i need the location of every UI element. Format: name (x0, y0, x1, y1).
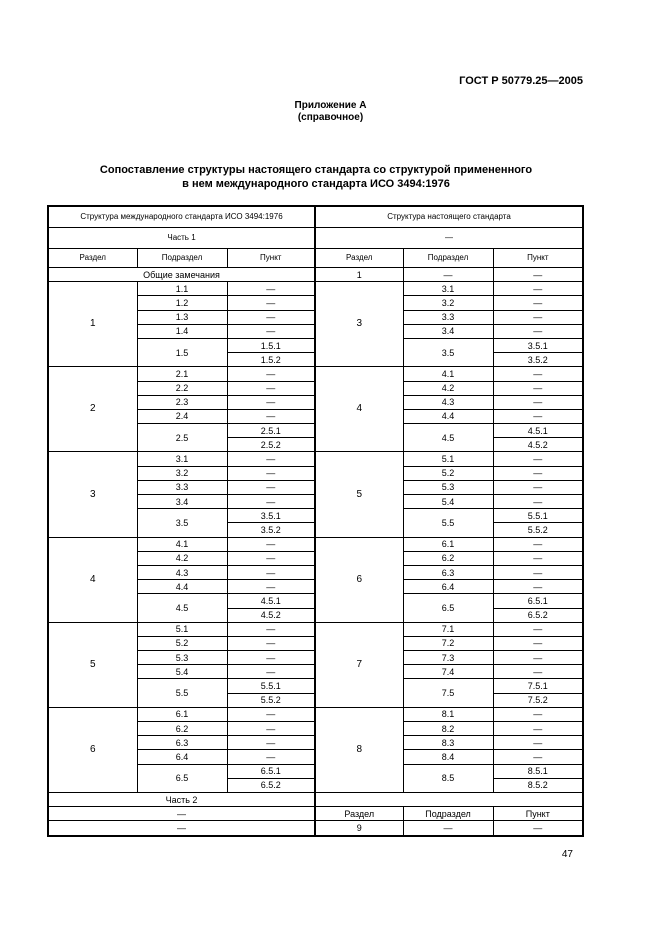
right-punkt-cell: — (493, 750, 583, 764)
right-punkt-cell: 3.5.2 (493, 353, 583, 367)
right-podrazdel-cell: 6.3 (403, 565, 493, 579)
left-podrazdel-cell: 3.5 (137, 509, 227, 537)
left-podrazdel-cell: 4.3 (137, 565, 227, 579)
left-podrazdel-cell: 6.4 (137, 750, 227, 764)
right-podrazdel-cell: 6.5 (403, 594, 493, 622)
right-podrazdel-cell: 3.2 (403, 296, 493, 310)
left-razdel-cell: 4 (48, 537, 137, 622)
part2-section (48, 792, 583, 835)
part1-right-dash: — (315, 228, 583, 249)
right-punkt-cell: — (493, 707, 583, 721)
part2-header-podrazdel: Подраздел (403, 807, 493, 821)
left-punkt-cell: — (227, 381, 315, 395)
right-punkt-cell: — (493, 282, 583, 296)
right-punkt-cell: 4.5.1 (493, 424, 583, 438)
right-podrazdel-cell: 8.4 (403, 750, 493, 764)
left-podrazdel-cell: 5.5 (137, 679, 227, 707)
right-podrazdel-cell: 8.1 (403, 707, 493, 721)
right-punkt-cell: 8.5.1 (493, 764, 583, 778)
left-punkt-cell: — (227, 580, 315, 594)
right-podrazdel-cell: 4.4 (403, 409, 493, 423)
right-punkt-cell: 6.5.2 (493, 608, 583, 622)
part2-left-dash-2: — (48, 821, 315, 836)
column-header-row (48, 249, 583, 268)
left-podrazdel-cell: 6.1 (137, 707, 227, 721)
part2-label: Часть 2 (48, 792, 315, 806)
left-punkt-cell: 4.5.2 (227, 608, 315, 622)
right-podrazdel-cell: 4.3 (403, 395, 493, 409)
right-punkt-cell: — (493, 480, 583, 494)
left-podrazdel-cell: 4.5 (137, 594, 227, 622)
right-podrazdel-cell: 8.2 (403, 722, 493, 736)
left-razdel-cell: 1 (48, 282, 137, 367)
right-punkt-cell: — (493, 409, 583, 423)
table-row (48, 537, 583, 551)
right-razdel-cell: 4 (315, 367, 403, 452)
left-razdel-cell: 3 (48, 452, 137, 537)
left-punkt-cell: — (227, 537, 315, 551)
right-podrazdel-cell: 5.1 (403, 452, 493, 466)
left-podrazdel-cell: 6.5 (137, 764, 227, 792)
part2-header-punkt: Пункт (493, 807, 583, 821)
part2-left-dash: — (48, 807, 315, 821)
right-punkt-cell: — (493, 551, 583, 565)
table-groups (48, 282, 583, 793)
right-punkt-cell: — (493, 324, 583, 338)
right-punkt-cell: — (493, 296, 583, 310)
part2-header-razdel: Раздел (315, 807, 403, 821)
right-punkt-cell: 5.5.2 (493, 523, 583, 537)
part2-label-row (48, 792, 583, 806)
left-podrazdel-cell: 3.2 (137, 466, 227, 480)
right-structure-title: Структура настоящего стандарта (315, 206, 583, 228)
left-punkt-cell: — (227, 480, 315, 494)
right-podrazdel-cell: 3.1 (403, 282, 493, 296)
left-punkt-cell: 2.5.2 (227, 438, 315, 452)
left-punkt-cell: — (227, 495, 315, 509)
right-podrazdel-cell: 7.4 (403, 665, 493, 679)
right-punkt-cell: — (493, 722, 583, 736)
appendix-type: (справочное) (297, 112, 364, 123)
left-structure-title: Структура международного стандарта ИСО 3494:1976 (48, 206, 315, 228)
right-punkt-cell: — (493, 736, 583, 750)
left-punkt-cell: — (227, 452, 315, 466)
left-punkt-cell: — (227, 722, 315, 736)
right-podrazdel-cell: 5.3 (403, 480, 493, 494)
left-punkt-cell: 6.5.1 (227, 764, 315, 778)
general-remarks-row (48, 268, 583, 282)
col-header-razdel-right: Раздел (315, 249, 403, 268)
right-punkt-cell: — (493, 580, 583, 594)
left-podrazdel-cell: 5.1 (137, 622, 227, 636)
left-punkt-cell: — (227, 395, 315, 409)
right-podrazdel-cell: 5.5 (403, 509, 493, 537)
left-razdel-cell: 6 (48, 707, 137, 792)
left-podrazdel-cell: 1.2 (137, 296, 227, 310)
right-punkt-cell: — (493, 651, 583, 665)
left-podrazdel-cell: 5.2 (137, 636, 227, 650)
left-podrazdel-cell: 2.3 (137, 395, 227, 409)
left-punkt-cell: 1.5.2 (227, 353, 315, 367)
left-punkt-cell: 6.5.2 (227, 778, 315, 792)
table-row (48, 452, 583, 466)
left-podrazdel-cell: 3.4 (137, 495, 227, 509)
left-punkt-cell: — (227, 736, 315, 750)
right-razdel-cell: 5 (315, 452, 403, 537)
left-punkt-cell: — (227, 367, 315, 381)
part2-value-row (48, 821, 583, 836)
right-punkt-cell: 7.5.2 (493, 693, 583, 707)
left-punkt-cell: — (227, 296, 315, 310)
right-podrazdel-cell: 4.1 (403, 367, 493, 381)
left-punkt-cell: — (227, 466, 315, 480)
right-punkt-cell: — (493, 495, 583, 509)
left-punkt-cell: — (227, 750, 315, 764)
left-punkt-cell: — (227, 565, 315, 579)
right-punkt-cell: — (493, 636, 583, 650)
part2-right-empty (315, 792, 583, 806)
document-code: ГОСТ Р 50779.25—2005 (459, 75, 583, 87)
right-podrazdel-cell: 6.1 (403, 537, 493, 551)
right-razdel-cell: 6 (315, 537, 403, 622)
table-row (48, 282, 583, 296)
page-number: 47 (561, 849, 573, 860)
right-punkt-cell: 6.5.1 (493, 594, 583, 608)
part1-row (48, 228, 583, 249)
left-punkt-cell: 5.5.2 (227, 693, 315, 707)
left-podrazdel-cell: 2.4 (137, 409, 227, 423)
table-body (48, 206, 583, 282)
left-punkt-cell: — (227, 651, 315, 665)
right-podrazdel-cell: 5.2 (403, 466, 493, 480)
general-remarks-podrazdel: — (403, 268, 493, 282)
table-row (48, 367, 583, 381)
left-punkt-cell: — (227, 551, 315, 565)
right-razdel-cell: 3 (315, 282, 403, 367)
table-row (48, 707, 583, 721)
left-punkt-cell: — (227, 622, 315, 636)
left-podrazdel-cell: 1.3 (137, 310, 227, 324)
part2-header-row (48, 807, 583, 821)
right-punkt-cell: — (493, 622, 583, 636)
left-podrazdel-cell: 6.2 (137, 722, 227, 736)
col-header-podrazdel-right: Подраздел (403, 249, 493, 268)
right-podrazdel-cell: 4.2 (403, 381, 493, 395)
right-podrazdel-cell: 7.1 (403, 622, 493, 636)
right-punkt-cell: — (493, 665, 583, 679)
right-punkt-cell: — (493, 452, 583, 466)
col-header-podrazdel: Подраздел (137, 249, 227, 268)
left-podrazdel-cell: 4.4 (137, 580, 227, 594)
title-line-2: в нем международного стандарта ИСО 3494:1976 (182, 178, 450, 190)
left-podrazdel-cell: 2.2 (137, 381, 227, 395)
general-remarks-razdel: 1 (315, 268, 403, 282)
title-line-1: Сопоставление структуры настоящего стандарта со структурой примененного (99, 164, 533, 176)
left-punkt-cell: 1.5.1 (227, 338, 315, 352)
col-header-punkt: Пункт (227, 249, 315, 268)
left-podrazdel-cell: 2.1 (137, 367, 227, 381)
col-header-punkt-right: Пункт (493, 249, 583, 268)
right-punkt-cell: — (493, 537, 583, 551)
left-podrazdel-cell: 5.3 (137, 651, 227, 665)
right-punkt-cell: — (493, 367, 583, 381)
part2-value-punkt: — (493, 821, 583, 836)
left-podrazdel-cell: 4.2 (137, 551, 227, 565)
table-title-row (48, 206, 583, 228)
right-punkt-cell: — (493, 310, 583, 324)
part1-label: Часть 1 (48, 228, 315, 249)
left-punkt-cell: — (227, 310, 315, 324)
left-podrazdel-cell: 6.3 (137, 736, 227, 750)
right-podrazdel-cell: 7.3 (403, 651, 493, 665)
right-punkt-cell: 5.5.1 (493, 509, 583, 523)
left-punkt-cell: 2.5.1 (227, 424, 315, 438)
left-podrazdel-cell: 2.5 (137, 424, 227, 452)
right-punkt-cell: 3.5.1 (493, 338, 583, 352)
left-punkt-cell: — (227, 282, 315, 296)
right-podrazdel-cell: 3.4 (403, 324, 493, 338)
part2-value-razdel: 9 (315, 821, 403, 836)
right-punkt-cell: 7.5.1 (493, 679, 583, 693)
right-punkt-cell: 4.5.2 (493, 438, 583, 452)
appendix-heading (0, 100, 661, 124)
right-punkt-cell: — (493, 381, 583, 395)
left-punkt-cell: — (227, 707, 315, 721)
right-podrazdel-cell: 5.4 (403, 495, 493, 509)
part2-value-podrazdel: — (403, 821, 493, 836)
right-podrazdel-cell: 4.5 (403, 424, 493, 452)
left-punkt-cell: 4.5.1 (227, 594, 315, 608)
structure-comparison-table (47, 205, 584, 837)
left-podrazdel-cell: 1.5 (137, 338, 227, 366)
col-header-razdel: Раздел (48, 249, 137, 268)
general-remarks-punkt: — (493, 268, 583, 282)
left-razdel-cell: 2 (48, 367, 137, 452)
appendix-label: Приложение А (294, 100, 367, 111)
right-podrazdel-cell: 3.3 (403, 310, 493, 324)
left-punkt-cell: 5.5.1 (227, 679, 315, 693)
right-punkt-cell: — (493, 395, 583, 409)
left-podrazdel-cell: 4.1 (137, 537, 227, 551)
table-row (48, 622, 583, 636)
left-punkt-cell: — (227, 665, 315, 679)
left-punkt-cell: 3.5.2 (227, 523, 315, 537)
left-punkt-cell: — (227, 409, 315, 423)
right-podrazdel-cell: 6.2 (403, 551, 493, 565)
right-podrazdel-cell: 7.2 (403, 636, 493, 650)
left-punkt-cell: — (227, 636, 315, 650)
left-punkt-cell: — (227, 324, 315, 338)
right-podrazdel-cell: 3.5 (403, 338, 493, 366)
right-punkt-cell: 8.5.2 (493, 778, 583, 792)
right-punkt-cell: — (493, 466, 583, 480)
left-punkt-cell: 3.5.1 (227, 509, 315, 523)
left-podrazdel-cell: 1.1 (137, 282, 227, 296)
right-razdel-cell: 8 (315, 707, 403, 792)
right-podrazdel-cell: 8.5 (403, 764, 493, 792)
left-podrazdel-cell: 3.3 (137, 480, 227, 494)
left-razdel-cell: 5 (48, 622, 137, 707)
right-podrazdel-cell: 7.5 (403, 679, 493, 707)
right-razdel-cell: 7 (315, 622, 403, 707)
general-remarks-label: Общие замечания (48, 268, 315, 282)
left-podrazdel-cell: 3.1 (137, 452, 227, 466)
right-podrazdel-cell: 6.4 (403, 580, 493, 594)
document-title (0, 163, 632, 191)
left-podrazdel-cell: 1.4 (137, 324, 227, 338)
left-podrazdel-cell: 5.4 (137, 665, 227, 679)
right-punkt-cell: — (493, 565, 583, 579)
right-podrazdel-cell: 8.3 (403, 736, 493, 750)
